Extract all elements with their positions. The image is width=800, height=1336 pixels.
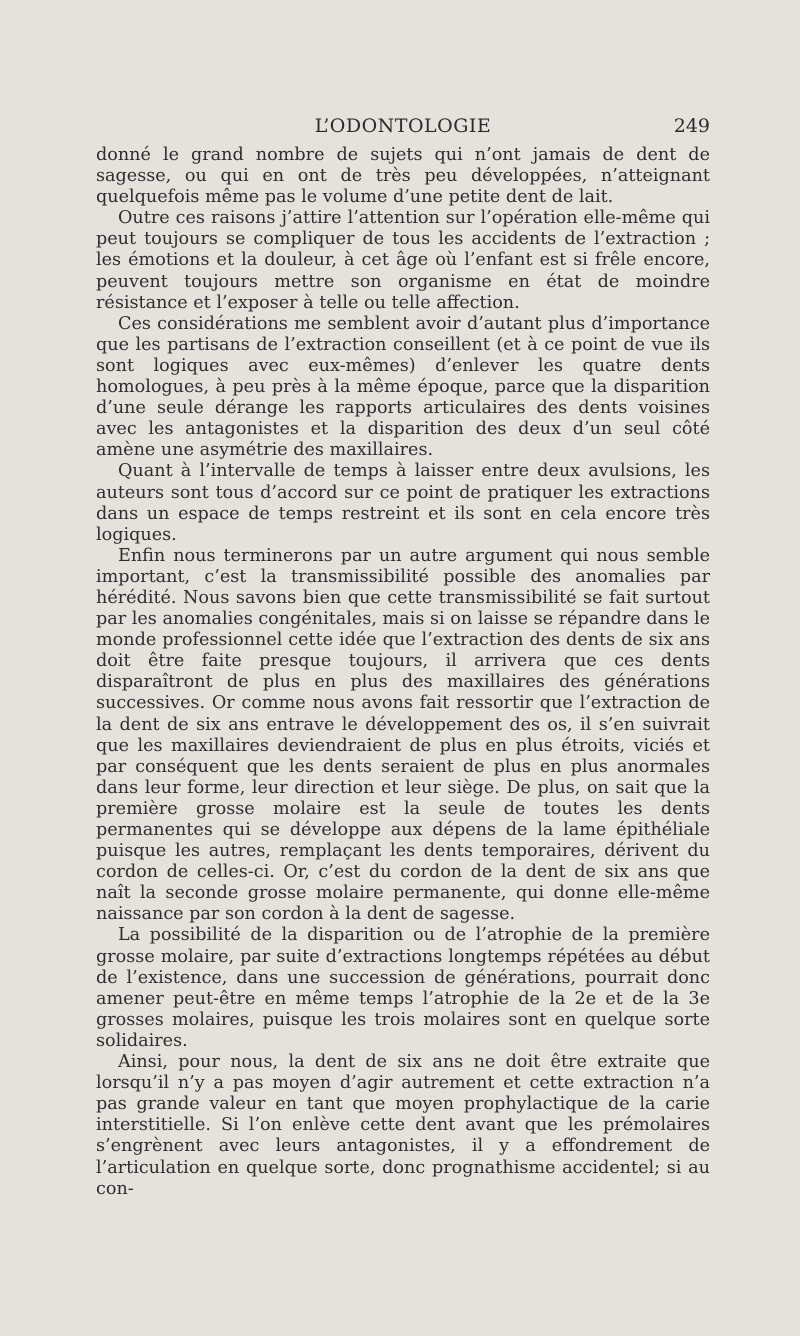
paragraph: Ainsi, pour nous, la dent de six ans ne doit être extraite que lorsqu’il n’y a pas moyen d’agir autrement et cette extraction n’a pas grande valeur en tant que moyen prophylactique de la carie interstitielle. Si l’on enlève cette dent avant que les prémolaires s’engrènent avec leurs antagonistes, il y a effondrement de l’articulation en quelque sorte, donc prognathisme accidentel; si au con- [96, 1052, 710, 1199]
running-head: L’ODONTOLOGIE [314, 115, 492, 137]
body-text [96, 145, 710, 1200]
paragraph: La possibilité de la disparition ou de l’atrophie de la première grosse molaire, par suite d’extractions longtemps répétées au début de l’existence, dans une succession de générations, pourrait donc amener peut-être en même temps l’atrophie de la 2e et de la 3e grosses molaires, puisque les trois molaires sont en quelque sorte solidaires. [96, 925, 710, 1051]
page-number: 249 [673, 115, 710, 137]
paragraph: Enfin nous terminerons par un autre argument qui nous semble important, c’est la transmissibilité possible des anomalies par hérédité. Nous savons bien que cette transmissibilité se fait surtout par les anomalies congénitales, mais si on laisse se répandre dans le monde professionnel cette idée que l’extraction des dents de six ans doit être faite presque toujours, il arrivera que ces dents disparaîtront de plus en plus des maxillaires des générations successives. Or comme nous avons fait ressortir que l’extraction de la dent de six ans entrave le développement des os, il s’en suivrait que les maxillaires deviendraient de plus en plus étroits, viciés et par conséquent que les dents seraient de plus en plus anormales dans leur forme, leur direction et leur siège. De plus, on sait que la première grosse molaire est la seule de toutes les dents permanentes qui se développe aux dépens de la lame épithéliale puisque les autres, remplaçant les dents temporaires, dérivent du cordon de celles-ci. Or, c’est du cordon de la dent de six ans que naît la seconde grosse molaire permanente, qui donne elle-même naissance par son cordon à la dent de sagesse. [96, 545, 710, 925]
paragraph: Quant à l’intervalle de temps à laisser entre deux avulsions, les auteurs sont tous d’accord sur ce point de pratiquer les extractions dans un espace de temps restreint et ils sont en cela encore très logiques. [96, 461, 710, 545]
paragraph: Outre ces raisons j’attire l’attention sur l’opération elle-même qui peut toujours se compliquer de tous les accidents de l’extraction ; les émotions et la douleur, à cet âge où l’enfant est si frêle encore, peuvent toujours mettre son organisme en état de moindre résistance et l’exposer à telle ou telle affection. [96, 208, 710, 313]
page-header [96, 115, 710, 141]
paragraph: Ces considérations me semblent avoir d’autant plus d’importance que les partisans de l’extraction conseillent (et à ce point de vue ils sont logiques avec eux-mêmes) d’enlever les quatre dents homologues, à peu près à la même époque, parce que la disparition d’une seule dérange les rapports articulaires des dents voisines avec les antagonistes et la disparition des deux d’un seul côté amène une asymétrie des maxillaires. [96, 313, 710, 461]
paragraph: donné le grand nombre de sujets qui n’ont jamais de dent de sagesse, ou qui en ont de très peu développées, n’atteignant quelquefois même pas le volume d’une petite dent de lait. [96, 145, 710, 208]
